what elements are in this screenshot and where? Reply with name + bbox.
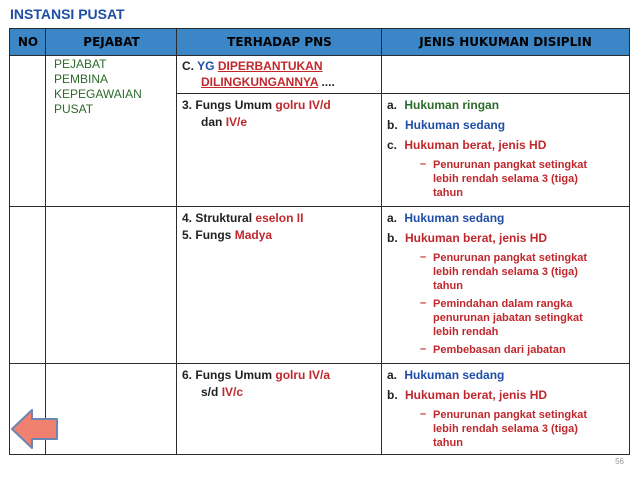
- sub-line: Pemindahan dalam rangka: [433, 298, 573, 310]
- row45-sub-1: [433, 251, 587, 293]
- sub-line: penurunan jabatan setingkat: [433, 312, 583, 324]
- row3-item-a: [387, 98, 499, 113]
- grid-line: [10, 55, 629, 56]
- row6-num: 6.: [182, 368, 193, 382]
- item-letter: a.: [387, 368, 398, 382]
- pejabat-line: KEPEGAWAIAN: [54, 87, 142, 101]
- row-c-label-2: [201, 75, 335, 90]
- row3-line1: [182, 98, 331, 113]
- pejabat-line: PUSAT: [54, 102, 94, 116]
- row6-sub: [433, 408, 587, 450]
- sub-line: Pembebasan dari jabatan: [433, 344, 566, 356]
- grid-line: [176, 93, 629, 94]
- sub-line: lebih rendah selama 3 (tiga): [433, 266, 578, 278]
- header-terhadap: TERHADAP PNS: [227, 35, 332, 49]
- sub-line: Penurunan pangkat setingkat: [433, 252, 588, 264]
- dash-bullet: –: [420, 158, 427, 170]
- row5-num: 5.: [182, 228, 193, 242]
- item-text: Hukuman berat, jenis HD: [404, 138, 547, 152]
- item-text: Hukuman sedang: [404, 211, 505, 225]
- row6-sd: s/d: [201, 385, 219, 399]
- dash-bullet: –: [420, 297, 427, 309]
- dash-bullet: –: [420, 343, 427, 355]
- left-arrow-icon[interactable]: [10, 408, 60, 450]
- row45-sub-3: [433, 343, 566, 357]
- sub-line: lebih rendah selama 3 (tiga): [433, 423, 578, 435]
- row4-line: [182, 211, 303, 226]
- grid-line: [10, 206, 629, 207]
- row-c-line2: DILINGKUNGANNYA: [201, 75, 319, 89]
- row4-eselon: eselon II: [255, 211, 304, 225]
- row45-item-b: [387, 231, 547, 246]
- row45-item-a: [387, 211, 504, 226]
- row6-item-b: [387, 388, 547, 403]
- item-letter: a.: [387, 98, 398, 112]
- grid-line: [45, 29, 46, 454]
- row3-ive: IV/e: [225, 115, 248, 129]
- header-no: NO: [17, 35, 39, 49]
- dash-bullet: –: [420, 251, 427, 263]
- grid-line: [10, 363, 629, 364]
- sub-line: lebih rendah: [433, 326, 499, 338]
- sub-line: lebih rendah selama 3 (tiga): [433, 173, 578, 185]
- row-c-dots: ....: [321, 75, 335, 89]
- row-c-label: [182, 59, 322, 74]
- item-letter: c.: [387, 138, 398, 152]
- sub-line: tahun: [433, 437, 463, 449]
- item-letter: b.: [387, 118, 398, 132]
- item-letter: b.: [387, 231, 398, 245]
- row3-golru: golru IV/d: [275, 98, 331, 112]
- pejabat-cell: [54, 57, 142, 117]
- row6-ivc: IV/c: [221, 385, 244, 399]
- row4-num: 4.: [182, 211, 193, 225]
- item-text: Hukuman sedang: [404, 368, 505, 382]
- row5-text: Fungs: [195, 228, 232, 242]
- row3-line2: [201, 115, 247, 130]
- row-c-yg: YG: [197, 59, 215, 73]
- row3-sub: [433, 158, 587, 200]
- row6-text: Fungs Umum: [195, 368, 273, 382]
- item-text: Hukuman ringan: [404, 98, 500, 112]
- item-text: Hukuman berat, jenis HD: [405, 231, 548, 245]
- row4-text: Struktural: [195, 211, 253, 225]
- row3-item-b: [387, 118, 505, 133]
- item-letter: b.: [387, 388, 398, 402]
- page-title: INSTANSI PUSAT: [10, 6, 125, 22]
- discipline-table: [9, 28, 630, 455]
- row3-item-c: [387, 138, 546, 153]
- header-pejabat: PEJABAT: [83, 35, 140, 49]
- item-text: Hukuman sedang: [405, 118, 506, 132]
- item-text: Hukuman berat, jenis HD: [405, 388, 548, 402]
- row6-line1: [182, 368, 330, 383]
- item-letter: a.: [387, 211, 398, 225]
- page-number: 56: [615, 457, 624, 466]
- table-header: [10, 29, 629, 55]
- dash-bullet: –: [420, 408, 427, 420]
- sub-line: tahun: [433, 187, 463, 199]
- row-c-line1: DIPERBANTUKAN: [217, 59, 323, 73]
- pejabat-line: PEMBINA: [54, 72, 109, 86]
- row5-line: [182, 228, 272, 243]
- row45-sub-2: [433, 297, 583, 339]
- row6-item-a: [387, 368, 504, 383]
- row5-madya: Madya: [234, 228, 273, 242]
- header-jenis: JENIS HUKUMAN DISIPLIN: [419, 35, 592, 49]
- row3-num: 3.: [182, 98, 193, 112]
- row6-golru: golru IV/a: [275, 368, 331, 382]
- pejabat-line: PEJABAT: [54, 57, 107, 71]
- row3-dan: dan: [201, 115, 223, 129]
- row-c-prefix: C.: [182, 59, 194, 73]
- sub-line: tahun: [433, 280, 463, 292]
- sub-line: Penurunan pangkat setingkat: [433, 159, 588, 171]
- sub-line: Penurunan pangkat setingkat: [433, 409, 588, 421]
- row3-text: Fungs Umum: [195, 98, 273, 112]
- row6-line2: [201, 385, 243, 400]
